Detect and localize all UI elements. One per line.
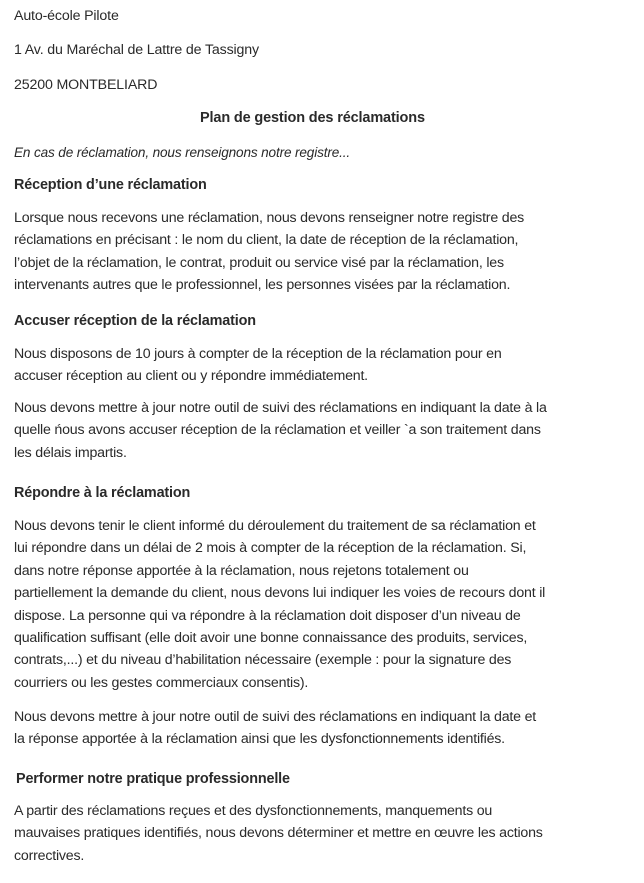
company-name: Auto-école Pilote [14, 8, 119, 24]
section-heading-performer: Performer notre pratique professionnelle [16, 771, 290, 787]
paragraph-line: les délais impartis. [14, 444, 127, 461]
paragraph-line: qualification suffisant (elle doit avoir une bonne connaissance des produits, services, [14, 630, 528, 647]
paragraph-line: Nous devons tenir le client informé du déroulement du traitement de sa réclamation et [14, 518, 536, 534]
paragraph-line: la réponse apportée à la réclamation ainsi que les dysfonctionnements identifiés. [14, 731, 505, 748]
paragraph-line: accuser réception au client ou y répondre immédiatement. [14, 368, 368, 385]
paragraph-line: Nous devons mettre à jour notre outil de suivi des réclamations en indiquant la date et [14, 709, 537, 725]
paragraph-line: intervenants autres que le professionnel, les personnes visées par la réclamation. [14, 277, 511, 294]
paragraph-line: mauvaises pratiques identifiés, nous devons déterminer et mettre en œuvre les actions [14, 825, 543, 842]
document-title: Plan de gestion des réclamations [200, 110, 425, 126]
paragraph-line: Nous devons mettre à jour notre outil de suivi des réclamations en indiquant la date à la [14, 400, 547, 416]
paragraph-line: correctives. [14, 847, 85, 864]
company-street: 1 Av. du Maréchal de Lattre de Tassigny [14, 42, 259, 58]
paragraph-line: l’objet de la réclamation, le contrat, produit ou service visé par la réclamation, les [14, 254, 504, 271]
paragraph [14, 207, 640, 297]
paragraph [14, 343, 640, 388]
paragraph-line: Nous disposons de 10 jours à compter de la réception de la réclamation pour en [14, 346, 502, 362]
paragraph-line: lui répondre dans un délai de 2 mois à compter de la réception de la réclamation. Si, [14, 540, 527, 557]
paragraph [14, 397, 640, 464]
paragraph [14, 706, 640, 751]
paragraph [14, 800, 640, 867]
paragraph-line: dispose. La personne qui va répondre à la réclamation doit disposer d’un niveau de [14, 607, 521, 624]
paragraph-line: Lorsque nous recevons une réclamation, nous devons renseigner notre registre des [14, 210, 525, 226]
paragraph-line: A partir des réclamations reçues et des dysfonctionnements, manquements ou [14, 803, 493, 819]
paragraph-line: courriers ou les gestes commerciaux consentis). [14, 674, 309, 691]
paragraph-line: réclamations en précisant : le nom du client, la date de réception de la réclamation, [14, 232, 519, 249]
section-heading-reception: Réception d’une réclamation [14, 177, 207, 193]
section-heading-accuser: Accuser réception de la réclamation [14, 313, 256, 329]
intro-text: En cas de réclamation, nous renseignons notre registre... [14, 145, 351, 160]
paragraph-line: contrats,...) et du niveau d’habilitation nécessaire (exemple : pour la signature des [14, 652, 512, 669]
paragraph [14, 515, 640, 694]
company-city: 25200 MONTBELIARD [14, 77, 158, 93]
paragraph-line: dans notre réponse apportée à la réclamation, nous rejetons totalement ou [14, 562, 469, 579]
paragraph-line: quelle ńous avons accuser réception de la réclamation et veiller `a son traitement dans [14, 422, 541, 439]
section-heading-repondre: Répondre à la réclamation [14, 485, 191, 501]
paragraph-line: partiellement la demande du client, nous devons lui indiquer les voies de recours dont il [14, 585, 546, 602]
